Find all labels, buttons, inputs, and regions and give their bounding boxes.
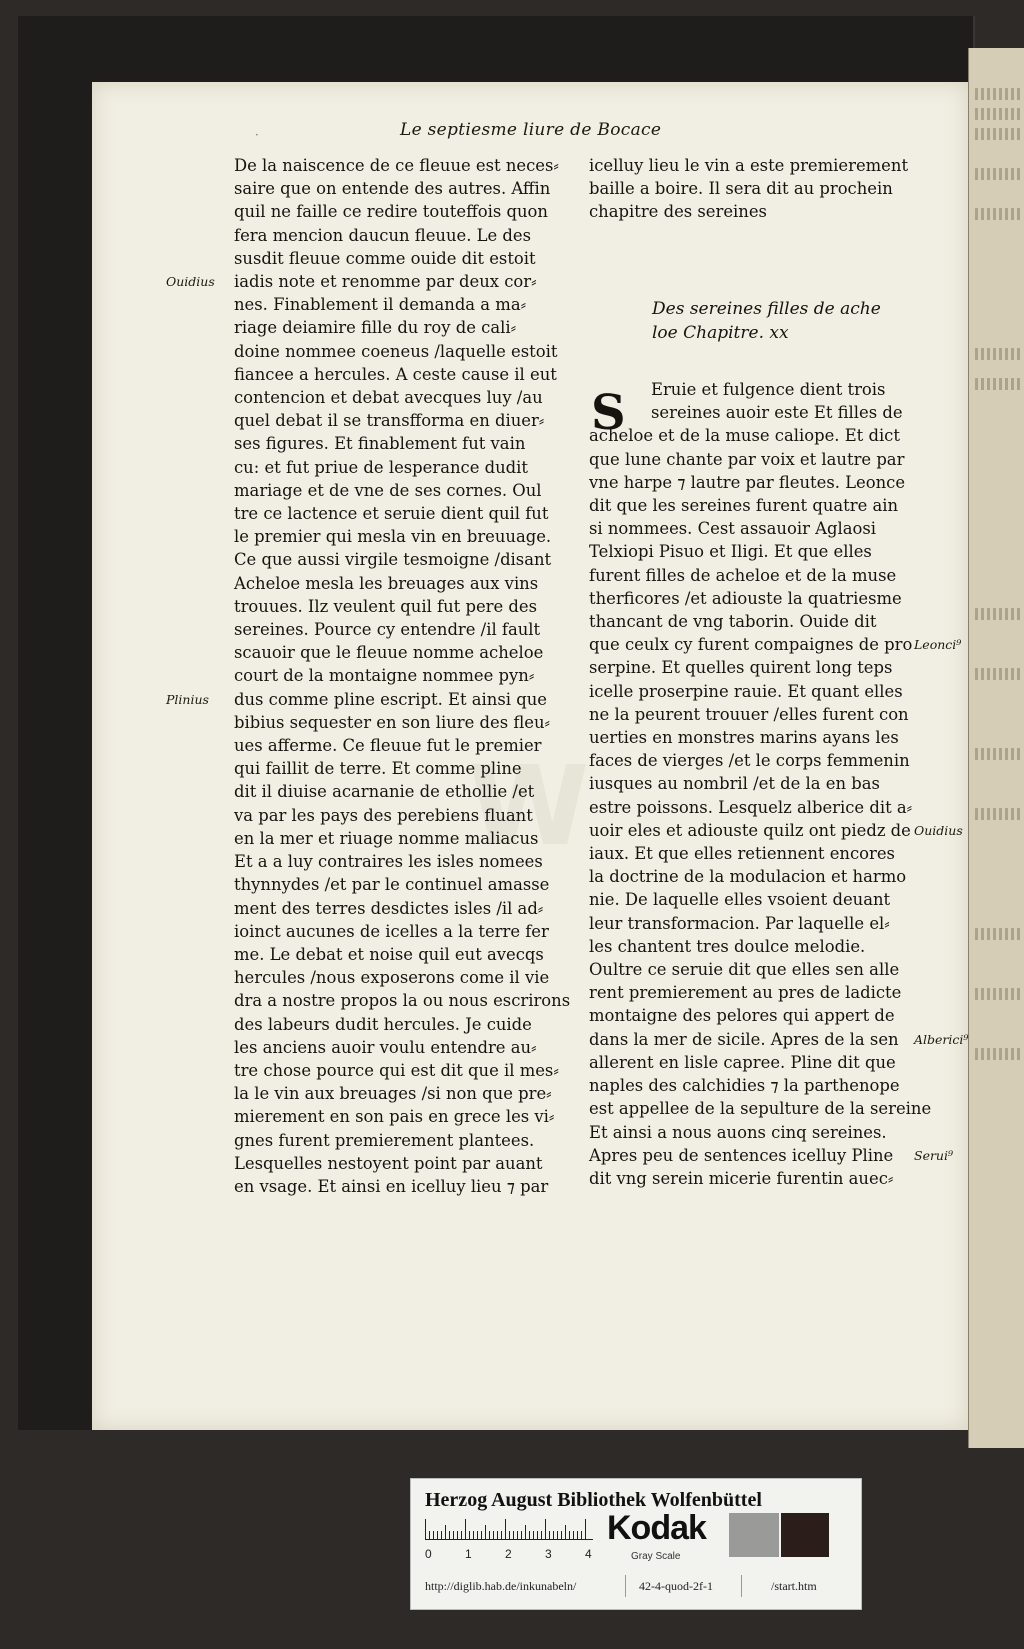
marginal-note: Leonci⁹ — [914, 637, 962, 653]
marginal-note: Plinius — [166, 691, 209, 707]
ruler-tick — [549, 1531, 550, 1539]
text-line: naples des calchidies ⁊ la parthenope — [589, 1076, 900, 1096]
text-line: Telxiopi Pisuo et Iligi. Et que elles — [589, 542, 872, 562]
ruler-tick — [453, 1531, 454, 1539]
text-line: iadis note et renomme par deux cor⸗ — [234, 272, 537, 292]
dropcap-initial: S — [591, 385, 626, 441]
ruler-tick — [497, 1531, 498, 1539]
adjacent-text-line — [975, 1048, 1023, 1060]
ruler-tick — [541, 1531, 542, 1539]
adjacent-text-line — [975, 88, 1023, 100]
ruler-tick — [577, 1531, 578, 1539]
text-line: icelle proserpine rauie. Et quant elles — [589, 681, 903, 701]
text-line: fera mencion daucun fleuue. Le des — [234, 225, 532, 245]
adjacent-text-line — [975, 988, 1023, 1000]
ruler-tick — [461, 1531, 462, 1539]
text-line: contencion et debat avecques luy /au — [234, 388, 543, 408]
scale-ruler — [425, 1517, 593, 1540]
text-line: faces de vierges /et le corps femmenin — [589, 751, 910, 771]
text-line: acheloe et de la muse caliope. Et dict — [589, 426, 900, 446]
text-line: sereines. Pource cy entendre /il fault — [234, 620, 541, 640]
start-link[interactable]: /start.htm — [771, 1579, 817, 1593]
ruler-tick — [429, 1531, 430, 1539]
ruler-number: 0 — [425, 1547, 432, 1561]
text-line: Et ainsi a nous auons cinq sereines. — [589, 1122, 887, 1142]
adjacent-text-line — [975, 168, 1023, 180]
text-line: mariage et de vne de ses cornes. Oul — [234, 480, 542, 500]
adjacent-text-line — [975, 108, 1023, 120]
divider — [741, 1575, 742, 1597]
text-line: Eruie et fulgence dient trois — [651, 380, 886, 399]
text-line: De la naiscence de ce fleuue est neces⸗ — [234, 156, 559, 175]
text-line: cu: et fut priue de lesperance dudit — [234, 457, 528, 477]
text-line: thynnydes /et par le continuel amasse — [234, 875, 550, 895]
text-line: uerties en monstres marins ayans les — [589, 728, 899, 748]
text-line: sereines auoir este Et filles de — [651, 403, 903, 423]
text-line: vne harpe ⁊ lautre par fleutes. Leonce — [589, 472, 906, 492]
kodak-logo: Kodak — [607, 1509, 706, 1547]
ruler-tick — [513, 1531, 514, 1539]
text-line: la doctrine de la modulacion et harmo — [589, 867, 907, 887]
ruler-tick — [477, 1531, 478, 1539]
gray-scale-label: Gray Scale — [631, 1551, 681, 1562]
show-through-mark: W — [468, 742, 590, 870]
ruler-tick — [545, 1519, 546, 1539]
text-line: mierement en son pais en grece les vi⸗ — [234, 1107, 555, 1127]
text-line: furent filles de acheloe et de la muse — [589, 565, 897, 585]
page-smudge: · — [255, 128, 259, 142]
ruler-tick — [573, 1531, 574, 1539]
text-line: iusques au nombril /et de la en bas — [589, 774, 880, 794]
right-text-column-body — [589, 378, 932, 1190]
text-line: ne la peurent trouuer /elles furent con — [589, 704, 909, 724]
text-line: si nommees. Cest assauoir Aglaosi — [589, 519, 876, 539]
ruler-tick — [521, 1531, 522, 1539]
library-name: Herzog August Bibliothek Wolfenbüttel — [425, 1489, 762, 1511]
text-line: qui faillit de terre. Et comme pline — [234, 759, 522, 779]
text-line: hercules /nous exposerons come il vie — [234, 968, 550, 988]
marginal-note: Ouidius — [914, 822, 963, 838]
text-line: thancant de vng taborin. Ouide dit — [589, 612, 877, 632]
text-line: Lesquelles nestoyent point par auant — [234, 1153, 543, 1173]
text-line: en la mer et riuage nomme maliacus — [234, 828, 539, 848]
ruler-tick — [581, 1531, 582, 1539]
ruler-tick — [425, 1519, 426, 1539]
text-line: leur transformacion. Par laquelle el⸗ — [589, 913, 890, 933]
ruler-number: 4 — [585, 1547, 592, 1561]
ruler-tick — [485, 1525, 486, 1539]
dark-swatch — [781, 1513, 829, 1557]
text-line: le premier qui mesla vin en breuuage. — [234, 527, 552, 547]
ruler-tick — [457, 1531, 458, 1539]
text-line: Acheloe mesla les breuages aux vins — [234, 573, 539, 593]
ruler-number: 2 — [505, 1547, 512, 1561]
text-line: scauoir que le fleuue nomme acheloe — [234, 643, 544, 663]
text-line: des labeurs dudit hercules. Je cuide — [234, 1014, 532, 1034]
divider — [625, 1575, 626, 1597]
text-line: dus comme pline escript. Et ainsi que — [234, 689, 547, 709]
text-line: riage deiamire fille du roy de cali⸗ — [234, 318, 517, 338]
marginal-note: Serui⁹ — [914, 1147, 953, 1163]
text-line: estre poissons. Lesquelz alberice dit a⸗ — [589, 797, 913, 817]
ruler-tick — [441, 1531, 442, 1539]
text-line: Et a a luy contraires les isles nomees — [234, 852, 543, 872]
gray-swatch — [729, 1513, 779, 1557]
ruler-tick — [469, 1531, 470, 1539]
text-line: baille a boire. Il sera dit au prochein — [589, 179, 893, 199]
ruler-tick — [557, 1531, 558, 1539]
adjacent-text-line — [975, 128, 1023, 140]
adjacent-text-line — [975, 668, 1023, 680]
adjacent-text-line — [975, 748, 1023, 760]
ruler-number: 3 — [545, 1547, 552, 1561]
text-line: chapitre des sereines — [589, 202, 767, 222]
source-url[interactable]: http://diglib.hab.de/inkunabeln/ — [425, 1579, 577, 1593]
text-line: icelluy lieu le vin a este premierement — [589, 156, 909, 175]
ruler-tick — [493, 1531, 494, 1539]
text-line: allerent en lisle capree. Pline dit que — [589, 1052, 896, 1072]
text-line: ues afferme. Ce fleuue fut le premier — [234, 736, 542, 756]
text-line: quel debat il se transfforma en diuer⸗ — [234, 411, 545, 431]
running-head: Le septiesme liure de Bocace — [400, 120, 662, 140]
adjacent-text-line — [975, 808, 1023, 820]
text-line: trouues. Ilz veulent quil fut pere des — [234, 596, 538, 616]
text-line: saire que on entende des autres. Affin — [234, 179, 551, 199]
text-line: susdit fleuue comme ouide dit estoit — [234, 248, 536, 268]
ruler-tick — [585, 1519, 586, 1539]
adjacent-text-line — [975, 608, 1023, 620]
text-line: nie. De laquelle elles vsoient deuant — [589, 890, 891, 910]
text-line: uoir eles et adiouste quilz ont piedz de — [589, 820, 911, 840]
text-line: Ce que aussi virgile tesmoigne /disant — [234, 550, 552, 570]
ruler-tick — [505, 1519, 506, 1539]
ruler-tick — [525, 1525, 526, 1539]
text-line: tre chose pource qui est dit que il mes⸗ — [234, 1060, 559, 1080]
text-line: montaigne des pelores qui appert de — [589, 1006, 895, 1026]
text-line: dit vng serein micerie furentin auec⸗ — [589, 1168, 894, 1188]
ruler-tick — [553, 1531, 554, 1539]
ruler-tick — [437, 1531, 438, 1539]
text-line: dit que les sereines furent quatre ain — [589, 496, 899, 516]
adjacent-text-line — [975, 348, 1023, 360]
ruler-tick — [509, 1531, 510, 1539]
text-line: therficores /et adiouste la quatriesme — [589, 588, 902, 608]
adjacent-text-line — [975, 928, 1023, 940]
ruler-tick — [533, 1531, 534, 1539]
marginal-note: Alberici⁹ — [914, 1031, 969, 1047]
text-line: que ceulx cy furent compaignes de pro — [589, 635, 913, 655]
text-line: Oultre ce seruie dit que elles sen alle — [589, 960, 900, 980]
text-line: ment des terres desdictes isles /il ad⸗ — [234, 898, 544, 918]
right-text-column-top — [589, 154, 919, 224]
ruler-number: 1 — [465, 1547, 472, 1561]
ruler-tick — [473, 1531, 474, 1539]
ruler-tick — [529, 1531, 530, 1539]
text-line: me. Le debat et noise quil eut avecqs — [234, 944, 544, 964]
ruler-tick — [449, 1531, 450, 1539]
ruler-tick — [537, 1531, 538, 1539]
text-line: la le vin aux breuages /si non que pre⸗ — [234, 1084, 552, 1104]
text-line: rent premierement au pres de ladicte — [589, 983, 902, 1003]
left-text-column — [234, 154, 571, 1198]
text-line: serpine. Et quelles quirent long teps — [589, 658, 893, 678]
ruler-tick — [501, 1531, 502, 1539]
ruler-tick — [465, 1519, 466, 1539]
text-line: nes. Finablement il demanda a ma⸗ — [234, 295, 527, 315]
text-line: gnes furent premierement plantees. — [234, 1130, 535, 1150]
text-line: iaux. Et que elles retiennent encores — [589, 844, 895, 864]
text-line: doine nommee coeneus /laquelle estoit — [234, 341, 558, 361]
text-line: fiancee a hercules. A ceste cause il eut — [234, 364, 557, 384]
text-line: que lune chante par voix et lautre par — [589, 449, 905, 469]
shelfmark: 42-4-quod-2f-1 — [639, 1579, 713, 1593]
adjacent-page-edge — [968, 48, 1024, 1448]
adjacent-text-line — [975, 378, 1023, 390]
adjacent-text-line — [975, 208, 1023, 220]
text-line: dra a nostre propos la ou nous escrirons — [234, 991, 571, 1011]
text-line: ses figures. Et finablement fut vain — [234, 434, 526, 454]
text-line: tre ce lactence et seruie dient quil fut — [234, 504, 549, 524]
text-line: ioinct aucunes de icelles a la terre fer — [234, 921, 549, 941]
ruler-tick — [445, 1525, 446, 1539]
text-line: dans la mer de sicile. Apres de la sen — [589, 1029, 899, 1049]
text-line: en vsage. Et ainsi en icelluy lieu ⁊ par — [234, 1176, 549, 1196]
text-line: Des sereines filles de ache — [652, 299, 881, 319]
text-line: quil ne faille ce redire touteffois quon — [234, 202, 548, 222]
text-line: va par les pays des perebiens fluant — [234, 805, 533, 825]
ruler-tick — [433, 1531, 434, 1539]
text-line: les chantent tres doulce melodie. — [589, 936, 866, 956]
ruler-tick — [561, 1531, 562, 1539]
digitization-target — [410, 1478, 862, 1610]
text-line: est appellee de la sepulture de la sereine — [589, 1099, 932, 1119]
text-line: loe Chapitre. xx — [652, 323, 789, 343]
ruler-tick — [569, 1531, 570, 1539]
text-line: bibius sequester en son liure des fleu⸗ — [234, 712, 551, 732]
ruler-tick — [481, 1531, 482, 1539]
chapter-heading — [652, 297, 881, 345]
text-line: dit il diuise acarnanie de ethollie /et — [234, 782, 535, 802]
text-line: les anciens auoir voulu entendre au⸗ — [234, 1037, 537, 1057]
ruler-tick — [489, 1531, 490, 1539]
text-line: Apres peu de sentences icelluy Pline — [589, 1145, 894, 1165]
ruler-tick — [565, 1525, 566, 1539]
ruler-tick — [517, 1531, 518, 1539]
marginal-note: Ouidius — [166, 274, 215, 289]
text-line: court de la montaigne nommee pyn⸗ — [234, 666, 535, 686]
